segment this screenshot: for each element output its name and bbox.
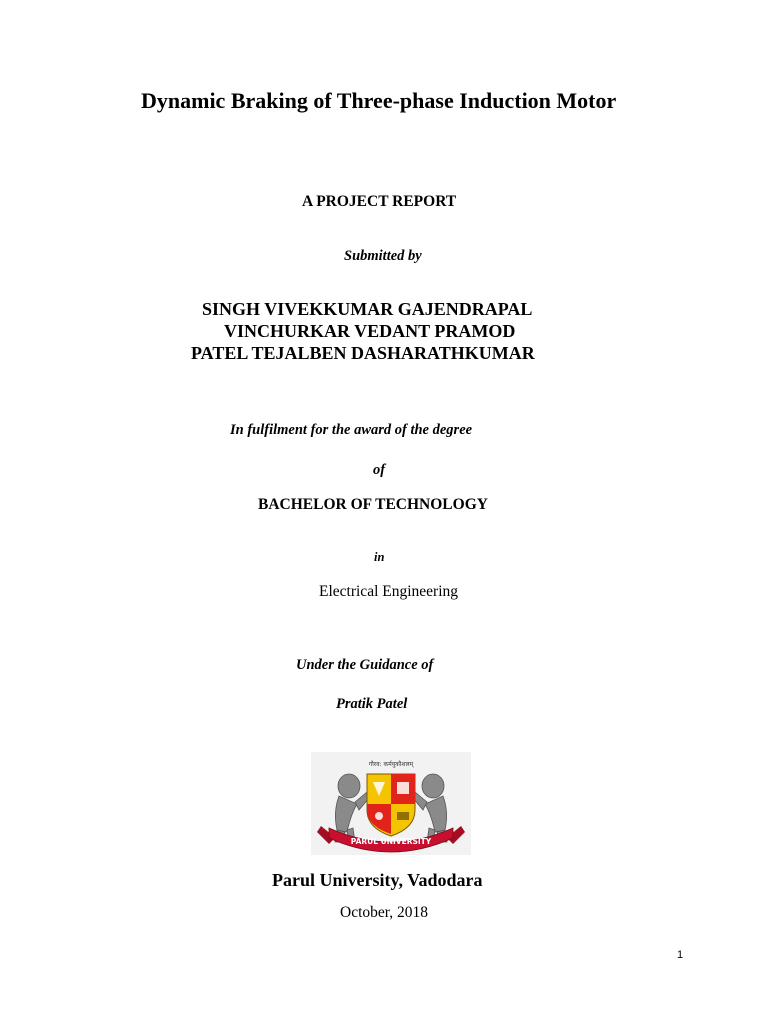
branch-name: Electrical Engineering (319, 583, 459, 600)
report-title: Dynamic Braking of Three-phase Induction Motor (141, 88, 617, 113)
logo-banner-text: PARUL UNIVERSITY (350, 837, 432, 846)
author-name: SINGH VIVEKKUMAR GAJENDRAPAL (202, 299, 533, 319)
logo-motto-text: गौरव: कर्मयुकौशलम् (368, 761, 414, 768)
author-name: VINCHURKAR VEDANT PRAMOD (224, 321, 516, 341)
shield-icon (367, 774, 415, 836)
university-name: Parul University, Vadodara (272, 870, 483, 890)
page-number: 1 (677, 949, 684, 961)
university-logo (311, 752, 471, 855)
degree-name: BACHELOR OF TECHNOLOGY (258, 496, 488, 513)
guide-name: Pratik Patel (336, 696, 408, 712)
left-lion-icon (335, 774, 369, 842)
of-text: of (373, 462, 386, 478)
fulfilment-text: In fulfilment for the award of the degree (230, 422, 473, 438)
author-name: PATEL TEJALBEN DASHARATHKUMAR (191, 343, 535, 363)
right-lion-icon (413, 774, 447, 842)
report-date: October, 2018 (340, 904, 429, 921)
in-text: in (374, 550, 385, 564)
guidance-label: Under the Guidance of (296, 657, 434, 673)
submitted-by-label: Submitted by (344, 248, 422, 264)
report-type-label: A PROJECT REPORT (302, 193, 457, 210)
